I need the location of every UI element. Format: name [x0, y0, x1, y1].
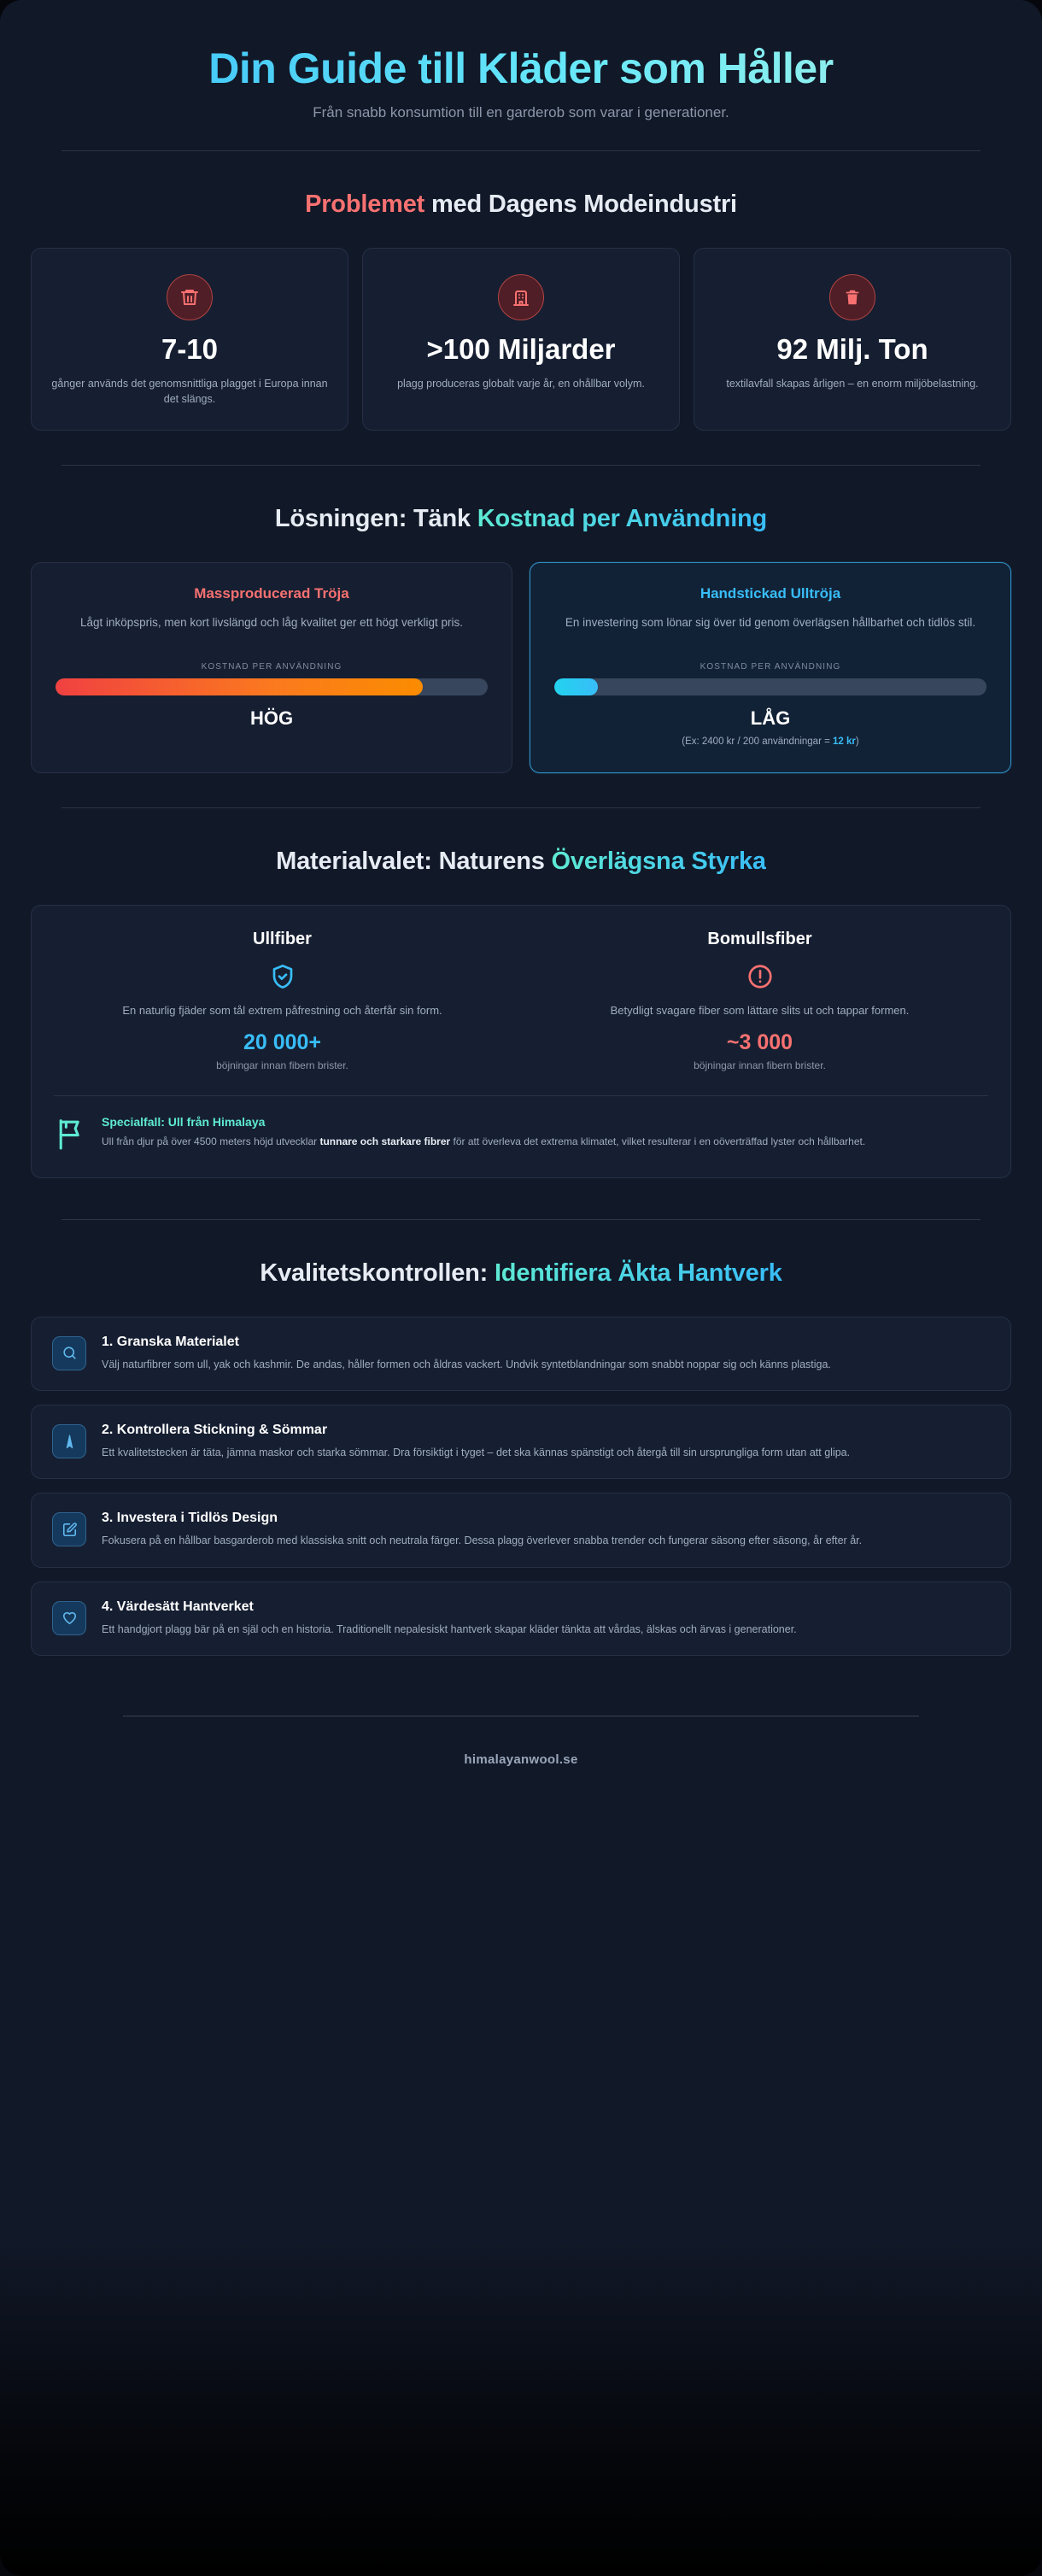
comparison-card-description: En investering som lönar sig över tid genom överlägsen hållbarhet och tidlös stil. — [565, 615, 976, 629]
comparison-card-title: Massproducerad Tröja — [194, 584, 349, 601]
fiber-value: 20 000+ — [243, 1030, 322, 1054]
material-divider — [61, 1219, 981, 1220]
special-text-bold: tunnare och starkare fibrer — [319, 1135, 451, 1147]
cost-per-use-bar-fill — [56, 678, 423, 695]
list-item — [31, 1405, 1011, 1479]
solution-divider — [61, 807, 981, 808]
cost-verdict: LÅG — [750, 707, 791, 730]
stat-card — [362, 248, 680, 431]
stat-description: gånger används det genomsnittliga plagget i Europa innan det slängs. — [51, 378, 328, 406]
problem-stat-grid — [31, 248, 1011, 431]
quality-title-accent: Identifiera Äkta Hantverk — [494, 1259, 782, 1287]
stat-value: 7-10 — [161, 333, 219, 365]
list-item-body — [102, 1335, 990, 1373]
hero-divider — [61, 150, 981, 151]
fiber-name: Bomullsfiber — [707, 930, 812, 949]
problem-divider — [61, 465, 981, 466]
fiber-unit: böjningar innan fibern brister. — [694, 1059, 826, 1071]
comparison-card-title: Handstickad Ulltröja — [700, 584, 841, 601]
list-item-title: 4. Värdesätt Hantverket — [102, 1599, 254, 1614]
note-prefix: (Ex: 2400 kr / 200 användningar = — [682, 736, 834, 748]
stat-description: plagg produceras globalt varje år, en ohållbar volym. — [397, 378, 645, 390]
solution-section-title — [31, 505, 1011, 533]
list-item-text: Välj naturfibrer som ull, yak och kashmir. De andas, håller formen och åldras vackert. Undvik syntetblandningar som snabbt noppar sig och känns plastiga. — [102, 1358, 831, 1370]
fiber-value: ~3 000 — [726, 1030, 793, 1054]
list-item-title: 2. Kontrollera Stickning & Sömmar — [102, 1423, 328, 1438]
trash-icon — [829, 274, 875, 320]
shield-check-icon — [54, 963, 511, 990]
list-item-body — [102, 1599, 990, 1638]
material-section — [0, 848, 1042, 1178]
search-icon — [52, 1336, 86, 1370]
material-title-accent: Överlägsna Styrka — [551, 848, 766, 876]
factory-icon — [498, 274, 544, 320]
material-card — [31, 905, 1011, 1178]
quality-section-title — [31, 1259, 1011, 1288]
cost-example-note — [554, 736, 986, 747]
list-item-body — [102, 1423, 990, 1461]
square-pen-icon — [52, 1512, 86, 1546]
heart-icon — [52, 1601, 86, 1635]
quality-checklist — [31, 1317, 1011, 1656]
problem-section — [0, 191, 1042, 431]
comparison-grid — [31, 562, 1011, 774]
fiber-name: Ullfiber — [253, 930, 312, 949]
stat-value: 92 Milj. Ton — [776, 333, 928, 365]
list-item-text: Ett handgjort plagg bär på en själ och en historia. Traditionellt nepalesiskt hantverk skapar kläder tänkta att vårdas, älskas och ärvas i generationer. — [102, 1622, 797, 1635]
list-item-text: Fokusera på en hållbar basgarderob med klassiska snitt och neutrala färger. Dessa plagg överlever snabba trender och fungerar säsong efter säsong, år efter år. — [102, 1534, 863, 1547]
stat-value: >100 Miljarder — [426, 333, 616, 365]
page-title: Din Guide till Kläder som Håller — [34, 44, 1008, 92]
cost-per-use-bar — [554, 678, 986, 695]
list-item-title: 1. Granska Materialet — [102, 1334, 239, 1349]
fiber-unit: böjningar innan fibern brister. — [216, 1059, 348, 1071]
hero-section — [0, 0, 1042, 121]
note-suffix: ) — [855, 736, 859, 748]
quality-section — [0, 1259, 1042, 1656]
stat-description: textilavfall skapas årligen – en enorm miljöbelastning. — [726, 378, 979, 390]
fiber-grid — [54, 930, 988, 1071]
solution-title-accent: Kostnad per Användning — [477, 504, 768, 532]
stat-card — [31, 248, 348, 431]
footer — [0, 1716, 1042, 1767]
list-item — [31, 1317, 1011, 1391]
trash-icon — [167, 274, 213, 320]
cost-per-use-bar-fill — [554, 678, 598, 695]
footer-inner — [61, 1716, 981, 1767]
solution-section — [0, 505, 1042, 774]
fiber-description: En naturlig fjäder som tål extrem påfrestning och återfår sin form. — [122, 1004, 442, 1018]
comparison-card-mass-produced — [31, 562, 512, 774]
list-item — [31, 1581, 1011, 1656]
problem-title-rest: med Dagens Modeindustri — [424, 191, 737, 218]
list-item — [31, 1493, 1011, 1567]
page-subtitle: Från snabb konsumtion till en garderob som varar i generationer. — [313, 104, 729, 120]
problem-title-accent: Problemet — [305, 191, 425, 218]
material-title-rest: Materialvalet: Naturens — [276, 848, 552, 876]
comparison-card-handknit — [530, 562, 1011, 774]
special-text-part1: Ull från djur på över 4500 meters höjd utvecklar — [102, 1135, 320, 1147]
problem-section-title — [31, 191, 1011, 219]
cost-per-use-bar — [56, 678, 488, 695]
alert-circle-icon — [531, 963, 988, 990]
fiber-column-wool — [54, 930, 511, 1071]
fiber-description: Betydligt svagare fiber som lättare slits ut och tappar formen. — [610, 1004, 910, 1018]
list-item-title: 3. Investera i Tidlös Design — [102, 1511, 278, 1526]
special-text-part2: för att överleva det extrema klimatet, vilket resulterar i en oöverträffad lyster och hållbarhet. — [450, 1135, 866, 1147]
stat-card — [694, 248, 1011, 431]
needle-icon — [52, 1424, 86, 1458]
cost-per-use-label: KOSTNAD PER ANVÄNDNING — [201, 662, 342, 672]
material-section-title — [31, 848, 1011, 876]
quality-title-rest: Kvalitetskontrollen: — [260, 1259, 495, 1287]
mountain-flag-icon — [54, 1115, 86, 1155]
cost-verdict: HÖG — [249, 707, 294, 730]
solution-title-rest: Lösningen: Tänk — [274, 504, 477, 532]
list-item-text: Ett kvalitetstecken är täta, jämna maskor och starka sömmar. Dra försiktigt i tyget – det ska kännas spänstigt och återgå till sin ursprungliga form utan att glipa. — [102, 1446, 851, 1459]
special-case-text — [102, 1134, 865, 1150]
special-case-box — [54, 1095, 988, 1155]
special-case-body — [102, 1115, 865, 1150]
cost-per-use-label: KOSTNAD PER ANVÄNDNING — [700, 662, 841, 672]
comparison-card-description: Lågt inköpspris, men kort livslängd och låg kvalitet ger ett högt verkligt pris. — [80, 615, 463, 629]
list-item-body — [102, 1511, 990, 1549]
special-case-title: Specialfall: Ull från Himalaya — [102, 1114, 266, 1129]
footer-website[interactable]: himalayanwool.se — [464, 1752, 578, 1767]
fiber-column-cotton — [531, 930, 988, 1071]
note-amount: 12 kr — [833, 736, 856, 748]
